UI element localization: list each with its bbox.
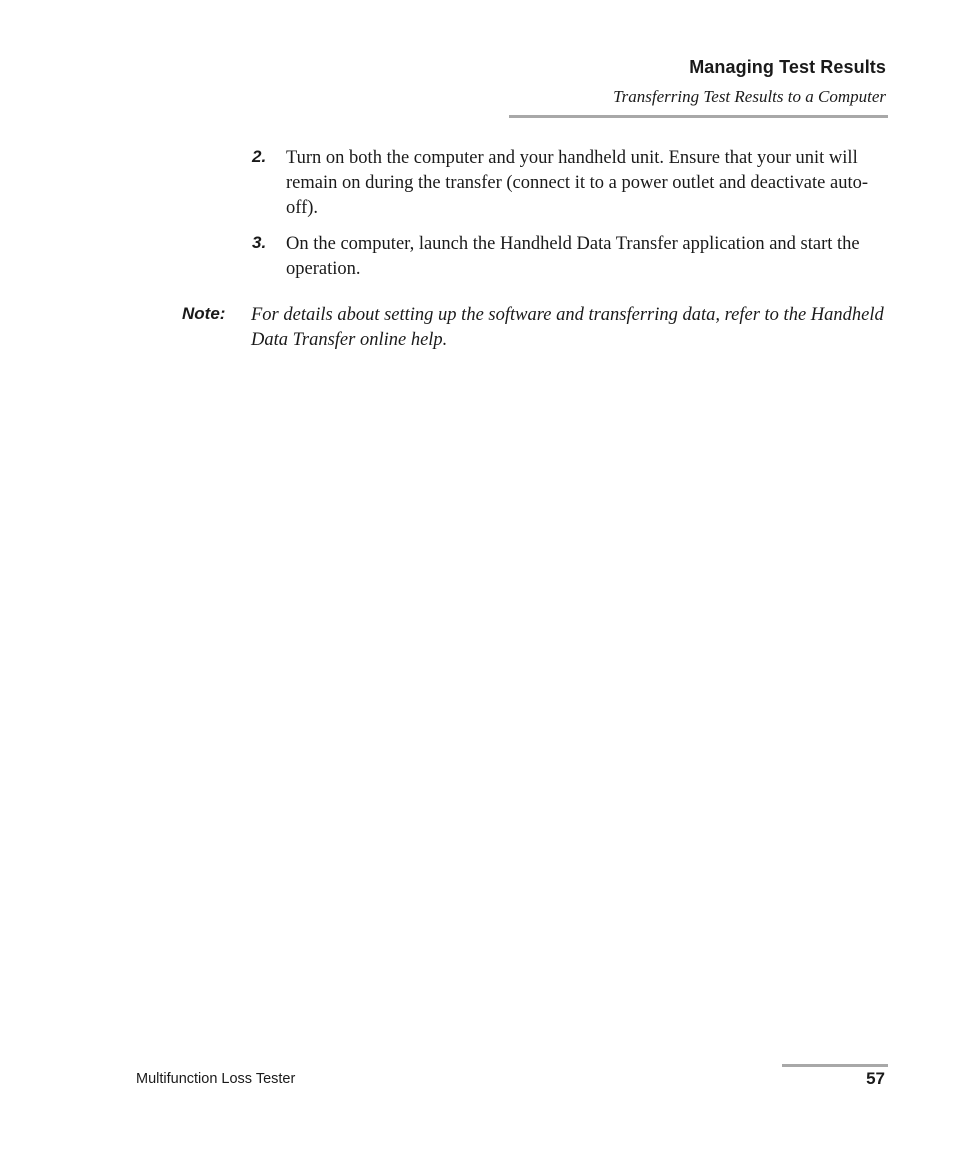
step-number: 2.	[252, 147, 267, 166]
step-text: Turn on both the computer and your handheld unit. Ensure that your unit will remain on during the transfer (connect it to a power outlet and deactivate auto-off).	[286, 148, 869, 218]
section-title: Transferring Test Results to a Computer	[613, 87, 886, 106]
header-divider	[509, 115, 888, 118]
chapter-title: Managing Test Results	[689, 57, 886, 77]
note-text: For details about setting up the software and transferring data, refer to the Handheld Data Transfer online help.	[251, 305, 884, 350]
step-text: On the computer, launch the Handheld Data Transfer application and start the operation.	[286, 234, 860, 279]
step-item	[252, 146, 892, 221]
note-label: Note:	[182, 304, 226, 323]
footer-divider	[782, 1064, 888, 1067]
note-block	[182, 303, 892, 353]
product-name: Multifunction Loss Tester	[136, 1071, 296, 1087]
step-item	[252, 232, 892, 282]
page-number: 57	[866, 1069, 885, 1088]
step-number: 3.	[252, 233, 267, 252]
